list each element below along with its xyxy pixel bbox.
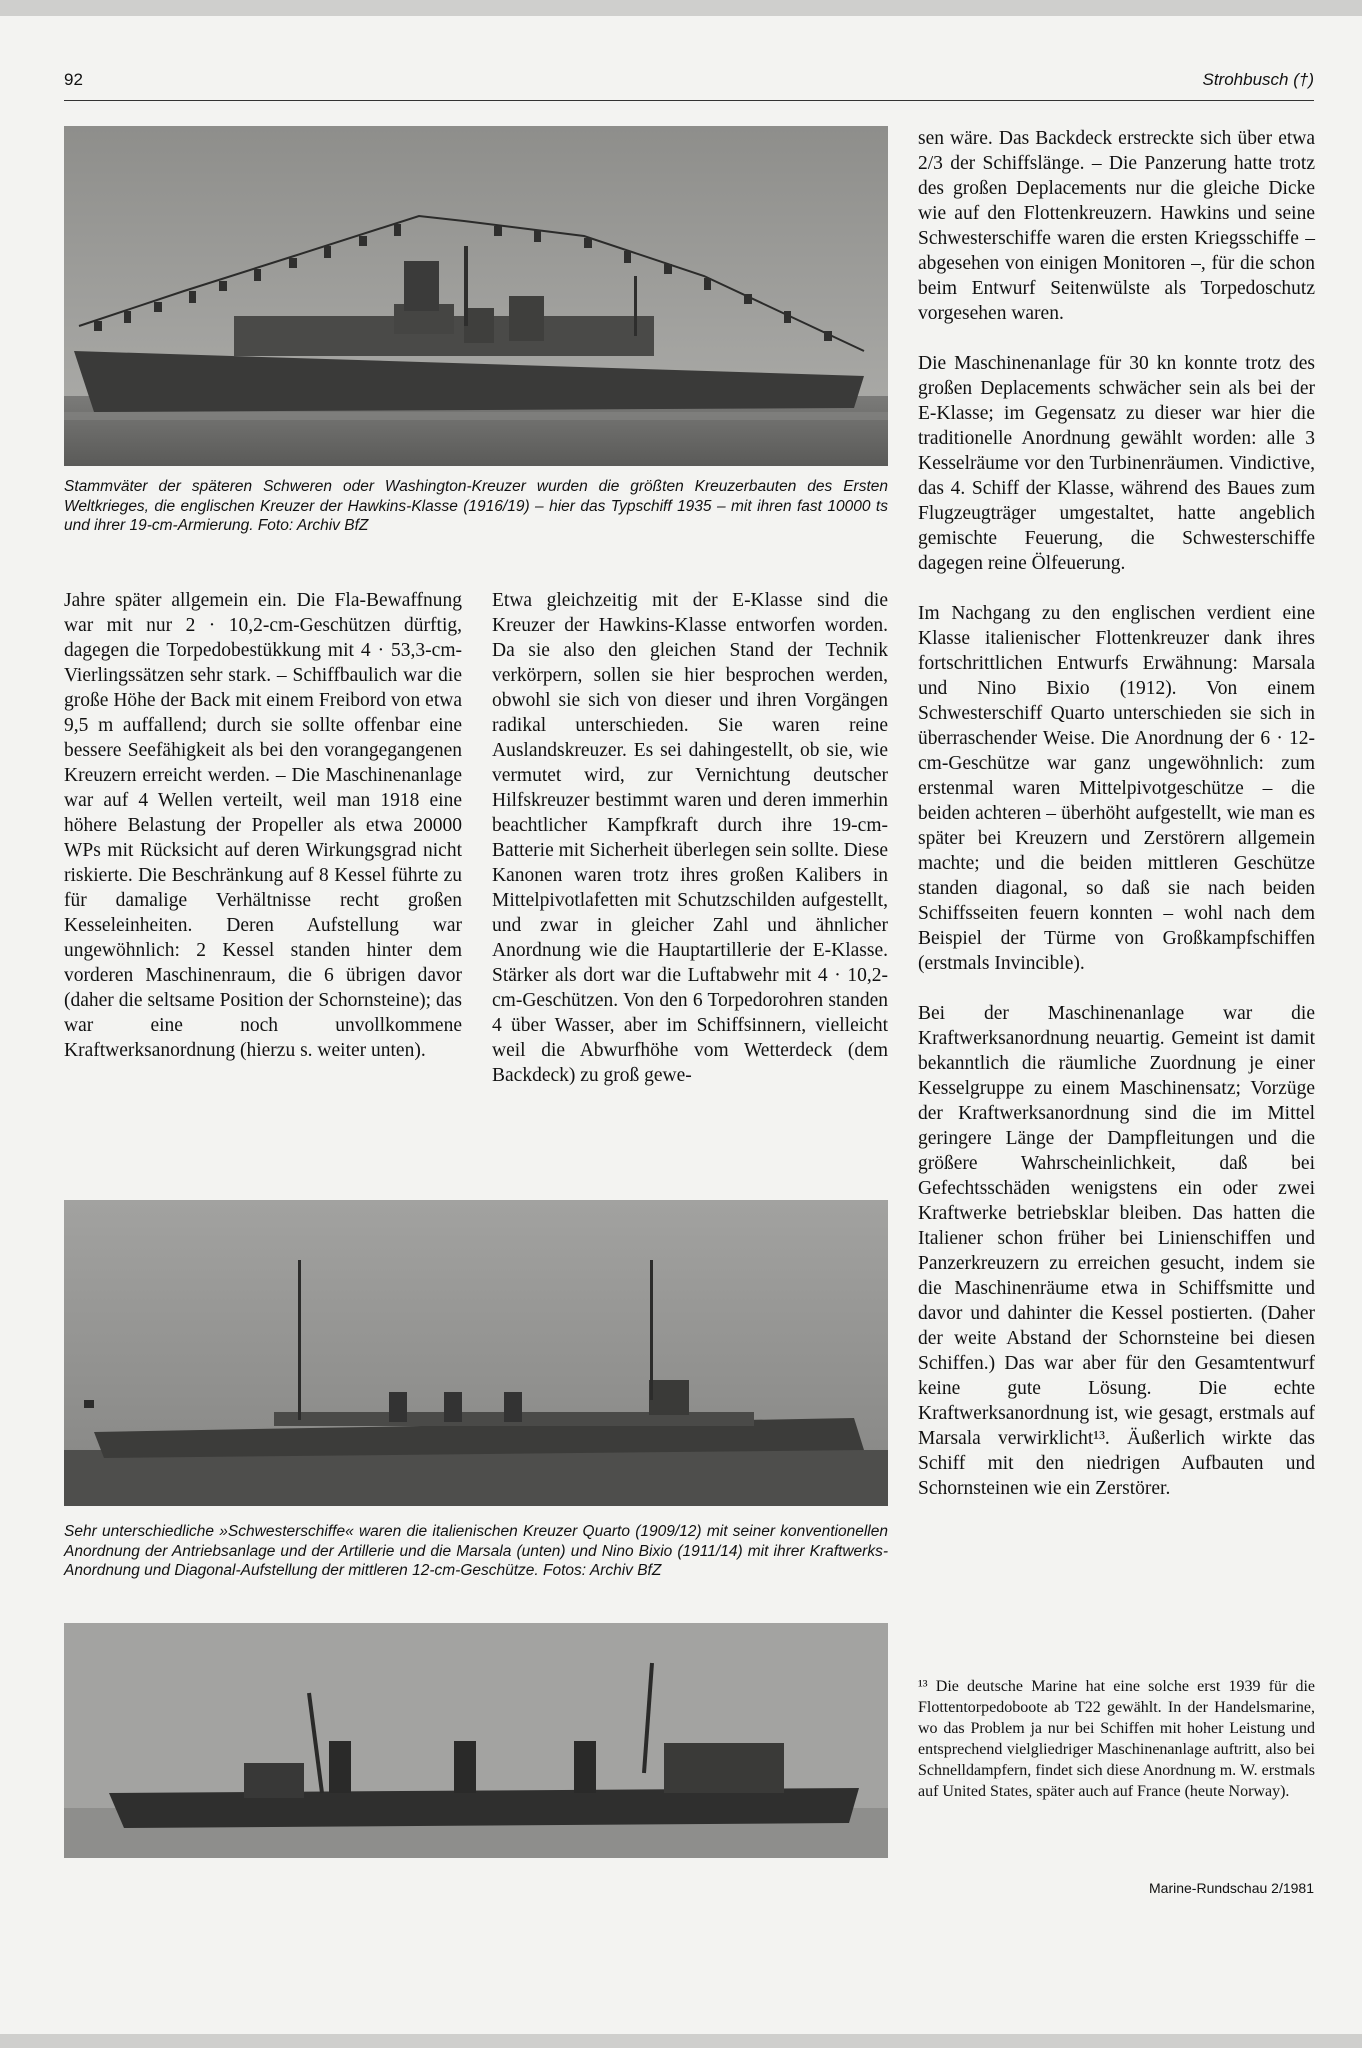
photo1-caption: Stammväter der späteren Schweren oder Washington-Kreuzer wurden die größten Kreuzerbauten des Ersten Weltkrieges, die englischen Kreuzer der Hawkins-Klasse (1916/19) – hier das Typschiff 1935 – mit ihren fast 10000 ts und ihrer 19-cm-Armierung. Foto: Archiv BfZ bbox=[64, 478, 888, 534]
col3-paragraph-3: Im Nachgang zu den englischen verdient eine Klasse italienischer Flottenkreuzer dank ihres fortschrittlichen Entwurfs Erwähnung: Marsala und Nino Bixio (1912). Von einem Schwesterschiff Quarto unterschieden sie sich in überraschender Weise. Die Anordnung der 6 · 12-cm-Geschütze war ganz ungewöhnlich: zum erstenmal waren Mittelpivotgeschütze – die beiden achteren – überhöht aufgestellt, wie man es später bei Kreuzern und Zerstörern allgemein machte; und die beiden mittleren Geschütze standen diagonal, so daß sie nach beiden Schiffsseiten feuern konnten – wohl nach dem Beispiel der Türme von Großkampfschiffen (erstmals Invincible). bbox=[918, 603, 1315, 974]
footer-source: Marine-Rundschau 2/1981 bbox=[1149, 1880, 1314, 1896]
photo-hawkins-cruiser bbox=[64, 126, 888, 466]
column-1 bbox=[64, 588, 462, 1063]
col3-paragraph-4: Bei der Maschinenanlage war die Kraftwerksanordnung neuartig. Gemeint ist damit bekanntlich die räumliche Zuordnung je einer Kesselgruppe zu einem Maschinensatz; Vorzüge der Kraftwerksanordnung sind die im Mittel geringere Länge der Dampfleitungen und die größere Wahrscheinlichkeit, daß bei Gefechtsschäden wenigstens ein oder zwei Kraftwerke betriebsklar bleiben. Das hatten die Italiener schon früher bei Linienschiffen und Panzerkreuzern zu erreichen gesucht, indem sie die Maschinenräume etwa in Schiffsmitte und davor und dahinter die Kessel postierten. (Daher der weite Abstand der Schornsteine bei diesen Schiffen.) Das war aber für den Gesamtentwurf keine gute Lösung. Die echte Kraftwerksanordnung ist, wie gesagt, erstmals auf Marsala verwirklicht¹³. Äußerlich wirkte das Schiff mit den niedrigen Aufbauten und Schornsteinen wie ein Zerstörer. bbox=[918, 1003, 1315, 1499]
header-rule bbox=[64, 100, 1314, 101]
photo2-caption: Sehr unterschiedliche »Schwesterschiffe« waren die italienischen Kreuzer Quarto (1909/12) mit seiner konventionellen Anordnung der Antriebsanlage und der Artillerie und die Marsala (unten) und Nino Bixio (1911/14) mit ihrer Kraftwerks-Anordnung und Diagonal-Aufstellung der mittleren 12-cm-Geschütze. Fotos: Archiv BfZ bbox=[64, 1523, 888, 1579]
col1-paragraph-1: Jahre später allgemein ein. Die Fla-Bewaffnung war mit nur 2 · 10,2-cm-Geschützen dürftig, dagegen die Torpedobestükkung mit 4 · 53,3-cm-Vierlingssätzen sehr stark. – Schiffbaulich war die große Höhe der Back mit einem Freibord von etwa 9,5 m auffallend; durch sie sollte offenbar eine bessere Seefähigkeit als bei den vorangegangenen Kreuzern erreicht werden. – Die Maschinenanlage war auf 4 Wellen verteilt, weil man 1918 eine höhere Belastung der Propeller als etwa 20000 WPs mit Rücksicht auf deren Wirkungsgrad nicht riskierte. Die Beschränkung auf 8 Kessel führte zu für damalige Verhältnisse recht großen Kesseleinheiten. Deren Aufstellung war ungewöhnlich: 2 Kessel standen hinter dem vorderen Maschinenraum, die 6 übrigen davor (daher die seltsame Position der Schornsteine); das war eine noch unvollkommene Kraftwerksanordnung (hierzu s. weiter unten). bbox=[64, 590, 462, 1061]
col3-paragraph-1: sen wäre. Das Backdeck erstreckte sich über etwa 2/3 der Schiffslänge. – Die Panzerung hatte trotz des großen Deplacements nur die gleiche Dicke wie auf den Flottenkreuzern. Hawkins und seine Schwesterschiffe waren die ersten Kriegsschiffe – abgesehen von einigen Monitoren –, für die schon beim Entwurf Seitenwülste als Torpedoschutz vorgesehen waren. bbox=[918, 128, 1315, 324]
photo-quarto-cruiser bbox=[64, 1200, 888, 1506]
footnote-13: ¹³ Die deutsche Marine hat eine solche erst 1939 für die Flottentorpedoboote ab T22 gewählt. In der Handelsmarine, wo das Problem ja nur bei Schiffen mit hoher Leistung und entsprechend vielgliedriger Maschinenanlage auftritt, also bei Schnelldampfern, findet sich diese Anordnung m. W. erstmals auf United States, später auch auf France (heute Norway). bbox=[918, 1678, 1315, 1800]
col3-paragraph-2: Die Maschinenanlage für 30 kn konnte trotz des großen Deplacements schwächer sein als bei der E-Klasse; im Gegensatz zu dieser war hier die traditionelle Anordnung gewählt worden: alle 3 Kesselräume vor den Turbinenräumen. Vindictive, das 4. Schiff der Klasse, während des Baues zum Flugzeugträger umgestaltet, hatte angeblich gemischte Feuerung, die Schwesterschiffe dagegen reine Ölfeuerung. bbox=[918, 353, 1315, 574]
photo-marsala-cruiser bbox=[64, 1623, 888, 1858]
page-number: 92 bbox=[64, 70, 83, 89]
column-2 bbox=[492, 588, 888, 1088]
col2-paragraph-1: Etwa gleichzeitig mit der E-Klasse sind die Kreuzer der Hawkins-Klasse entworfen worden. Da sie also den gleichen Stand der Technik verkörpern, sollen sie hier besprochen werden, obwohl sie sich von dieser und ihren Vorgängen radikal unterschieden. Sie waren reine Auslandskreuzer. Es sei dahingestellt, ob sie, wie vermutet wird, zur Vernichtung deutscher Hilfskreuzer bestimmt waren und deren immerhin beachtlicher Kampfkraft durch ihre 19-cm-Batterie mit Sicherheit überlegen sein sollte. Diese Kanonen waren trotz ihres großen Kalibers in Mittelpivotlafetten mit Schutzschilden aufgestellt, und zwar in gleicher Zahl und ähnlicher Anordnung wie die Hauptartillerie der E-Klasse. Stärker als dort war die Luftabwehr mit 4 · 10,2-cm-Geschützen. Von den 6 Torpedorohren standen 4 über Wasser, aber im Schiffsinnern, vielleicht weil die Abwurfhöhe vom Wetterdeck (dem Backdeck) zu groß gewe- bbox=[492, 590, 888, 1086]
scan-top-edge bbox=[0, 0, 1362, 16]
column-3 bbox=[918, 126, 1315, 1501]
scan-bottom-edge bbox=[0, 2034, 1362, 2048]
author-header: Strohbusch (†) bbox=[1202, 70, 1314, 89]
